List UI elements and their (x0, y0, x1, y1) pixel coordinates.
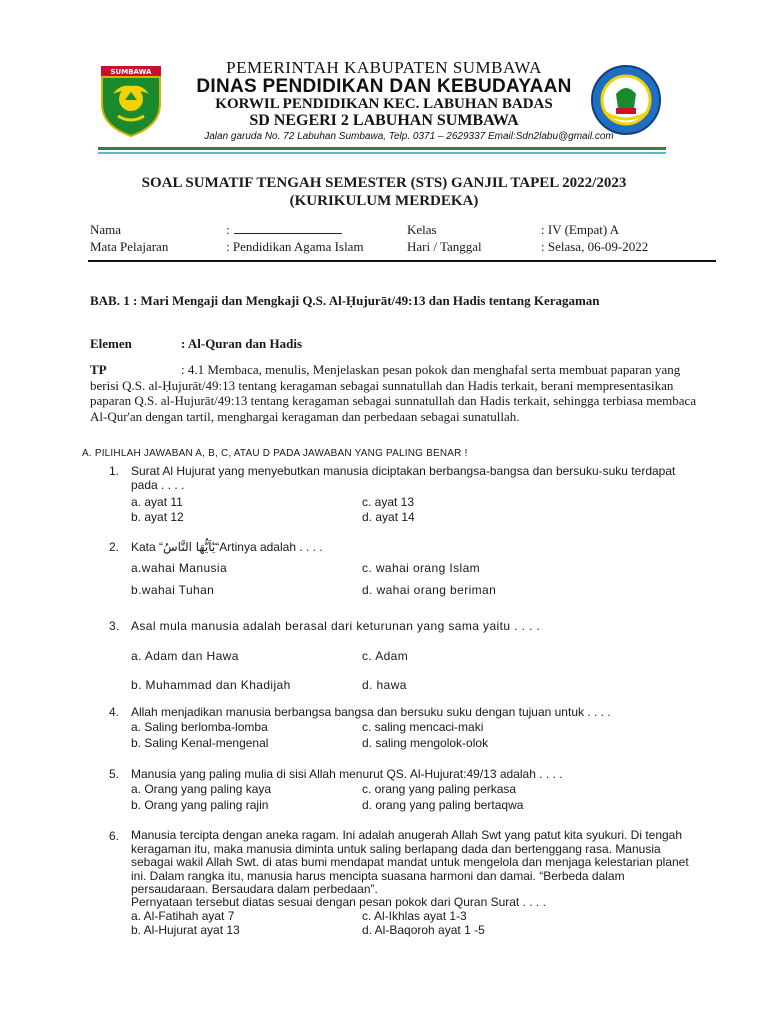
arabic-phrase: يٰٓاَيُّهَا النَّاسُ (163, 540, 216, 554)
option-a[interactable]: a.wahai Manusia (131, 561, 228, 575)
left-logo-text: SUMBAWA (110, 68, 152, 76)
option-d[interactable]: d. saling mengolok-olok (362, 736, 489, 750)
korwil-name: KORWIL PENDIDIKAN KEC. LABUHAN BADAS (215, 96, 553, 112)
question-text: Manusia yang paling mulia di sisi Allah menurut QS. Al-Hujurat:49/13 adalah . . . . (131, 767, 563, 781)
class-label: Kelas (407, 222, 437, 237)
option-a[interactable]: a. Al-Fatihah ayat 7 (131, 909, 235, 923)
question-number: 5. (109, 767, 120, 781)
question-text: Manusia tercipta dengan aneka ragam. Ini adalah anugerah Allah Swt yang patut kita syukuri. Di tengah keragaman itu, maka manusia diminta untuk saling berlapang dada dan bertenggang rasa. Manusia sebagai wakil Allah Swt. di atas bumi mendapat mandat untuk mengelola dan menjaga kelestarian planet ini. Dalam rangka itu, manusia harus mencipta suasana harmoni dan damai. “Berbeda dalam persaudaraan. Bersaudara dalam perbedaan”. (131, 828, 689, 896)
day-value: : Selasa, 06-09-2022 (541, 239, 649, 254)
question-text-before: Kata “ (131, 540, 164, 554)
option-b[interactable]: b.wahai Tuhan (131, 583, 215, 597)
identity-divider (88, 260, 716, 262)
exam-title: SOAL SUMATIF TENGAH SEMESTER (STS) GANJIL TAPEL 2022/2023 (141, 175, 627, 191)
option-c[interactable]: c. Adam (362, 649, 409, 663)
tp-value: : 4.1 Membaca, menulis, Menjelaskan pesan pokok dan menghafal serta membuat paparan yang berisi Q.S. al-Ḥujurāt/49:13 tentang keragaman sebagai sunnatullah dan Hadis terkait, berani mempresentasikan paparan Q.S. al-Hujurāt/49:13 tentang keragaman sebagai sunnatullah dan Hadis terkait, sehingga terbiasa membaca Al-Qur'an dengan tartil, menghargai keragaman dan perbedaan sebagai sunatullah. (90, 362, 697, 424)
question-number: 6. (109, 829, 120, 843)
option-d[interactable]: d. ayat 14 (362, 510, 415, 524)
question-number: 2. (109, 540, 120, 554)
question-number: 3. (109, 619, 120, 633)
option-a[interactable]: a. Orang yang paling kaya (131, 782, 272, 796)
exam-subtitle: (KURIKULUM MERDEKA) (289, 193, 479, 209)
name-field[interactable] (226, 222, 342, 238)
government-name: PEMERINTAH KABUPATEN SUMBAWA (226, 58, 542, 77)
option-a[interactable]: a. Adam dan Hawa (131, 649, 239, 663)
day-label: Hari / Tanggal (407, 239, 482, 254)
question-prompt: Pernyataan tersebut diatas sesuai dengan pesan pokok dari Quran Surat . . . . (131, 895, 546, 909)
option-d[interactable]: d. Al-Baqoroh ayat 1 -5 (362, 923, 485, 937)
option-b[interactable]: b. Orang yang paling rajin (131, 798, 269, 812)
elemen-value: : Al-Quran dan Hadis (181, 336, 303, 351)
option-b[interactable]: b. Al-Hujurat ayat 13 (131, 923, 240, 937)
department-name: DINAS PENDIDIKAN DAN KEBUDAYAAN (196, 76, 572, 97)
option-c[interactable]: c. wahai orang Islam (362, 561, 481, 575)
option-c[interactable]: c. saling mencaci-maki (362, 720, 484, 734)
question-number: 1. (109, 464, 120, 478)
subject-label: Mata Pelajaran (90, 239, 169, 254)
bab-heading: BAB. 1 : Mari Mengaji dan Mengkaji Q.S. Al-Ḥujurāt/49:13 dan Hadis tentang Keragaman (90, 293, 600, 308)
question-text: Asal mula manusia adalah berasal dari keturunan yang sama yaitu . . . . (131, 619, 541, 633)
letterhead-rule-blue (98, 152, 666, 154)
name-colon: : (226, 222, 230, 237)
option-b[interactable]: b. Saling Kenal-mengenal (131, 736, 269, 750)
letterhead-rule-green (98, 147, 666, 150)
question-number: 4. (109, 705, 120, 719)
school-name: SD NEGERI 2 LABUHAN SUMBAWA (249, 112, 519, 129)
option-d[interactable]: d. orang yang paling bertaqwa (362, 798, 524, 812)
question-text (131, 540, 323, 554)
option-d[interactable]: d. hawa (362, 678, 407, 692)
option-c[interactable]: c. orang yang paling perkasa (362, 782, 517, 796)
class-value: : IV (Empat) A (541, 222, 620, 237)
school-address: Jalan garuda No. 72 Labuhan Sumbawa, Telp. 0371 – 2629337 Email:Sdn2labu@gmail.com (204, 131, 614, 142)
subject-value: : Pendidikan Agama Islam (226, 239, 364, 254)
question-text: Allah menjadikan manusia berbangsa bangsa dan bersuku suku dengan tujuan untuk . . . . (131, 705, 611, 719)
option-b[interactable]: b. ayat 12 (131, 510, 184, 524)
option-d[interactable]: d. wahai orang beriman (362, 583, 497, 597)
option-a[interactable]: a. Saling berlomba-lomba (131, 720, 268, 734)
question-text: Surat Al Hujurat yang menyebutkan manusia diciptakan berbangsa-bangsa dan bersuku-suku terdapat pada . . . . (131, 464, 676, 492)
elemen-label: Elemen (90, 336, 132, 351)
option-a[interactable]: a. ayat 11 (131, 495, 183, 509)
question-text-after: “Artinya adalah . . . . (215, 540, 323, 554)
tp-label: TP (90, 362, 107, 377)
option-b[interactable]: b. Muhammad dan Khadijah (131, 678, 291, 692)
name-label: Nama (90, 222, 122, 237)
name-blank-line[interactable] (234, 222, 342, 234)
section-a-instruction: A. PILIHLAH JAWABAN A, B, C, ATAU D PADA JAWABAN YANG PALING BENAR ! (82, 448, 468, 459)
option-c[interactable]: c. Al-Ikhlas ayat 1-3 (362, 909, 467, 923)
option-c[interactable]: c. ayat 13 (362, 495, 415, 509)
